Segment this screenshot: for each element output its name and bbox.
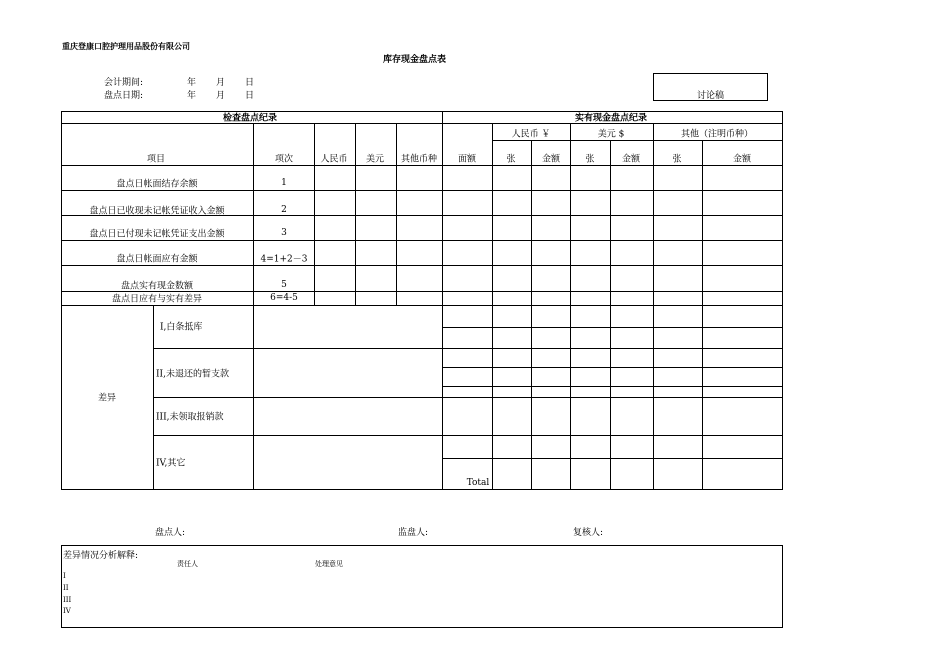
- col-header-usd: 美元: [365, 154, 385, 165]
- company-name: 重庆登康口腔护理用品股份有限公司: [62, 42, 190, 51]
- row-seq-5: 5: [281, 280, 287, 290]
- row-label-5: 盘点实有现金数额: [120, 281, 194, 292]
- col-header-other-count: 张: [672, 154, 682, 165]
- count-day: 日: [245, 91, 255, 101]
- left-section-header: 检查盘点纪录: [222, 113, 278, 124]
- row-seq-6: 6=4-5: [270, 293, 298, 303]
- analysis-item-3: III: [63, 596, 72, 604]
- diff-item-2: II,未退还的暂支款: [156, 369, 229, 380]
- analysis-opinion: 处理意见: [315, 560, 343, 568]
- diff-item-1: I,白条抵库: [160, 322, 203, 333]
- col-header-rmb: 人民币: [320, 154, 348, 165]
- analysis-title: 差异情况分析解释:: [63, 551, 139, 561]
- period-year: 年: [187, 78, 197, 88]
- col-header-other-amount: 金额: [732, 154, 752, 165]
- row-seq-3: 3: [281, 228, 287, 238]
- row-label-4: 盘点日帐面应有金额: [116, 254, 198, 265]
- row-seq-1: 1: [281, 178, 287, 188]
- analysis-box-border: [62, 546, 783, 628]
- row-seq-4: 4=1+2－3: [260, 254, 308, 265]
- row-label-3: 盘点日已付现未记帐凭证支出金额: [89, 229, 225, 240]
- signature-reviewer: 复核人:: [573, 528, 604, 538]
- col-header-seq: 项次: [274, 154, 294, 165]
- row-label-6: 盘点日应有与实有差异: [111, 294, 203, 305]
- period-day: 日: [245, 78, 255, 88]
- group-header-usd: 美元 $: [597, 129, 625, 140]
- page-title: 库存现金盘点表: [383, 55, 447, 65]
- row-label-2: 盘点日已收现未记帐凭证收入金额: [89, 206, 225, 217]
- analysis-item-4: IV: [63, 607, 71, 615]
- row-label-1: 盘点日帐面结存余额: [116, 179, 198, 190]
- col-header-rmb-count: 张: [506, 154, 516, 165]
- signature-supervisor: 监盘人:: [398, 528, 429, 538]
- signature-counter: 盘点人:: [155, 528, 186, 538]
- col-header-denomination: 面额: [457, 154, 477, 165]
- col-header-other: 其他币种: [400, 154, 438, 165]
- total-label: Total: [466, 478, 490, 488]
- col-header-usd-amount: 金额: [621, 154, 641, 165]
- draft-label: 讨论稿: [697, 91, 725, 101]
- count-month: 月: [216, 91, 226, 101]
- diff-label: 差异: [97, 393, 117, 404]
- col-header-usd-count: 张: [585, 154, 595, 165]
- analysis-item-2: II: [63, 584, 69, 592]
- group-header-other: 其他（注明币种）: [680, 129, 754, 140]
- group-header-rmb: 人民币 ￥: [511, 129, 551, 140]
- diff-item-3: III,未领取报销款: [156, 412, 224, 423]
- col-header-item: 项目: [146, 154, 166, 165]
- row-seq-2: 2: [281, 205, 287, 215]
- count-date-label: 盘点日期:: [104, 91, 144, 101]
- col-header-rmb-amount: 金额: [541, 154, 561, 165]
- accounting-period-label: 会计期间:: [104, 78, 144, 88]
- diff-item-4: IV,其它: [156, 458, 186, 469]
- right-section-header: 实有现金盘点纪录: [574, 113, 648, 124]
- analysis-responsible: 责任人: [177, 560, 198, 568]
- analysis-item-1: I: [63, 572, 66, 580]
- period-month: 月: [216, 78, 226, 88]
- count-year: 年: [187, 91, 197, 101]
